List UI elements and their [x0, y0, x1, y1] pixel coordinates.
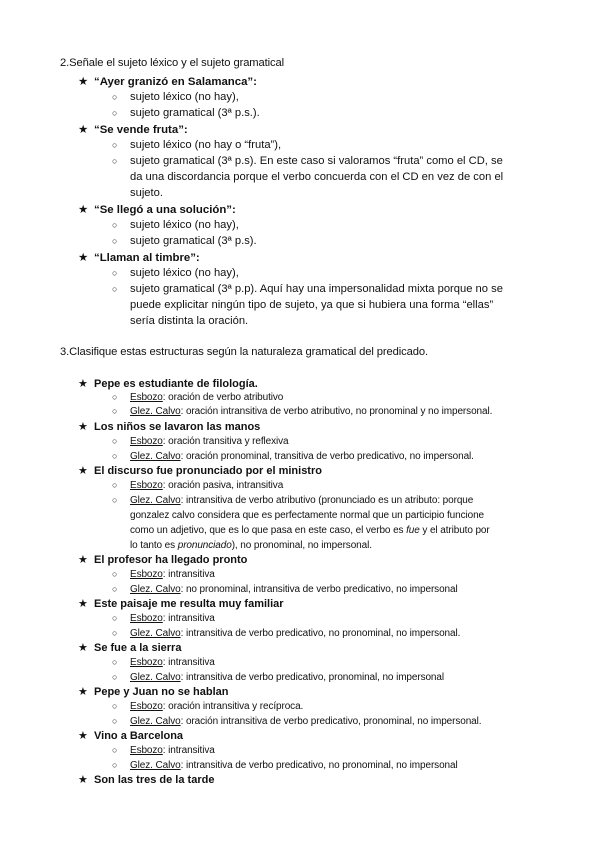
circle-bullet-icon: ○: [112, 284, 118, 294]
q2-item-3-sub-2: sujeto gramatical (3ª p.s).: [130, 235, 257, 247]
circle-bullet-icon: ○: [112, 108, 118, 118]
q3-item-2-heading: ★ Los niños se lavaron las manos: [78, 421, 261, 433]
circle-bullet-icon: ○: [112, 436, 118, 446]
q3-item-7-heading: ★ Pepe y Juan no se hablan: [78, 686, 229, 698]
star-bullet-icon: ★: [78, 465, 88, 477]
q2-item-2-sub-2-cont2: sujeto.: [130, 187, 163, 199]
star-bullet-icon: ★: [78, 598, 88, 610]
q2-item-4-heading: ★ “Llaman al timbre”:: [78, 252, 200, 264]
circle-bullet-icon: ○: [112, 613, 118, 623]
q2-item-3-sub-1: sujeto léxico (no hay),: [130, 219, 239, 231]
circle-bullet-icon: ○: [112, 584, 118, 594]
q3-item-3-heading: ★ El discurso fue pronunciado por el ministro: [78, 465, 322, 477]
circle-bullet-icon: ○: [112, 236, 118, 246]
star-bullet-icon: ★: [78, 730, 88, 742]
circle-bullet-icon: ○: [112, 745, 118, 755]
question-2-title: 2.Señale el sujeto léxico y el sujeto gramatical: [60, 57, 285, 69]
q2-item-2-heading: ★ “Se vende fruta”:: [78, 124, 188, 136]
star-bullet-icon: ★: [78, 76, 89, 88]
q2-item-1-sub-1: sujeto léxico (no hay),: [130, 91, 239, 103]
q3-item-2-esbozo: Esbozo: oración transitiva y reflexiva: [130, 436, 289, 447]
star-bullet-icon: ★: [78, 421, 88, 433]
q3-item-3-glez-line-4: lo tanto es pronunciado), no pronominal, no impersonal.: [130, 540, 372, 551]
circle-bullet-icon: ○: [112, 480, 118, 490]
star-bullet-icon: ★: [78, 686, 88, 698]
q3-item-6-glez: Glez. Calvo: intransitiva de verbo predicativo, pronominal, no impersonal: [130, 672, 444, 683]
circle-bullet-icon: ○: [112, 495, 118, 505]
q3-item-1-esbozo: Esbozo: oración de verbo atributivo: [130, 392, 284, 403]
circle-bullet-icon: ○: [112, 220, 118, 230]
q2-item-4-sub-2-cont: puede explicitar ningún tipo de sujeto, ya que si hubiera una forma “ellas”: [130, 299, 494, 311]
question-3-title: 3.Clasifique estas estructuras según la naturaleza gramatical del predicado.: [60, 346, 429, 358]
q3-item-5-heading: ★ Este paisaje me resulta muy familiar: [78, 598, 284, 610]
q3-item-5-esbozo: Esbozo: intransitiva: [130, 613, 215, 624]
circle-bullet-icon: ○: [112, 392, 118, 402]
q3-item-7-esbozo: Esbozo: oración intransitiva y recíproca.: [130, 701, 304, 712]
q3-item-3-esbozo: Esbozo: oración pasiva, intransitiva: [130, 480, 284, 491]
q3-item-8-heading: ★ Vino a Barcelona: [78, 730, 184, 742]
star-bullet-icon: ★: [78, 252, 89, 264]
q2-item-4-sub-2-cont2: sería distinta la oración.: [130, 315, 249, 327]
q2-item-3-heading: ★ “Se llegó a una solución”:: [78, 204, 236, 216]
circle-bullet-icon: ○: [112, 451, 118, 461]
circle-bullet-icon: ○: [112, 140, 118, 150]
q3-item-4-heading: ★ El profesor ha llegado pronto: [78, 554, 248, 566]
q2-item-4-sub-2: sujeto gramatical (3ª p.p). Aquí hay una impersonalidad mixta porque no se: [130, 283, 503, 295]
circle-bullet-icon: ○: [112, 760, 118, 770]
q2-item-4-sub-1: sujeto léxico (no hay),: [130, 267, 239, 279]
q3-item-9-heading: ★ Son las tres de la tarde: [78, 774, 215, 786]
circle-bullet-icon: ○: [112, 672, 118, 682]
q3-item-3-glez-line-3: como un adjetivo, que es lo que pasa en este caso, el verbo es fue y el atributo por: [130, 525, 490, 536]
q3-item-6-heading: ★ Se fue a la sierra: [78, 642, 182, 654]
star-bullet-icon: ★: [78, 774, 88, 786]
q3-item-3-glez: Glez. Calvo: intransitiva de verbo atributivo (pronunciado es un atributo: porque: [130, 495, 474, 506]
q2-item-2-sub-2-cont: da una discordancia porque el verbo concuerda con el CD en vez de con el: [130, 171, 504, 183]
circle-bullet-icon: ○: [112, 92, 118, 102]
q3-item-7-glez: Glez. Calvo: oración intransitiva de verbo predicativo, pronominal, no impersonal.: [130, 716, 482, 727]
circle-bullet-icon: ○: [112, 628, 118, 638]
q2-item-2-sub-2: sujeto gramatical (3ª p.s). En este caso si valoramos “fruta” como el CD, se: [130, 155, 503, 167]
star-bullet-icon: ★: [78, 554, 88, 566]
q2-item-1-sub-2: sujeto gramatical (3ª p.s.).: [130, 107, 260, 119]
q3-item-3-glez-line-2: gonzalez calvo considera que es perfectamente normal que un participio funcione: [130, 510, 484, 521]
q2-item-1-heading: ★ “Ayer granizó en Salamanca”:: [78, 76, 257, 88]
circle-bullet-icon: ○: [112, 716, 118, 726]
circle-bullet-icon: ○: [112, 156, 118, 166]
circle-bullet-icon: ○: [112, 657, 118, 667]
q3-item-4-glez: Glez. Calvo: no pronominal, intransitiva de verbo predicativo, no impersonal: [130, 584, 458, 595]
circle-bullet-icon: ○: [112, 569, 118, 579]
q3-item-8-esbozo: Esbozo: intransitiva: [130, 745, 215, 756]
star-bullet-icon: ★: [78, 204, 89, 216]
star-bullet-icon: ★: [78, 378, 88, 390]
q3-item-6-esbozo: Esbozo: intransitiva: [130, 657, 215, 668]
circle-bullet-icon: ○: [112, 701, 118, 711]
q3-item-5-glez: Glez. Calvo: intransitiva de verbo predicativo, no pronominal, no impersonal.: [130, 628, 461, 639]
q3-item-8-glez: Glez. Calvo: intransitiva de verbo predicativo, no pronominal, no impersonal: [130, 760, 458, 771]
circle-bullet-icon: ○: [112, 406, 118, 416]
q3-item-4-esbozo: Esbozo: intransitiva: [130, 569, 215, 580]
q3-item-2-glez: Glez. Calvo: oración pronominal, transitiva de verbo predicativo, no impersonal.: [130, 451, 474, 462]
q3-item-1-glez: Glez. Calvo: oración intransitiva de verbo atributivo, no pronominal y no impersonal.: [130, 406, 493, 417]
star-bullet-icon: ★: [78, 642, 88, 654]
q3-item-1-heading: ★ Pepe es estudiante de filología.: [78, 378, 258, 390]
star-bullet-icon: ★: [78, 124, 89, 136]
circle-bullet-icon: ○: [112, 268, 118, 278]
q2-item-2-sub-1: sujeto léxico (no hay o “fruta”),: [130, 139, 282, 151]
